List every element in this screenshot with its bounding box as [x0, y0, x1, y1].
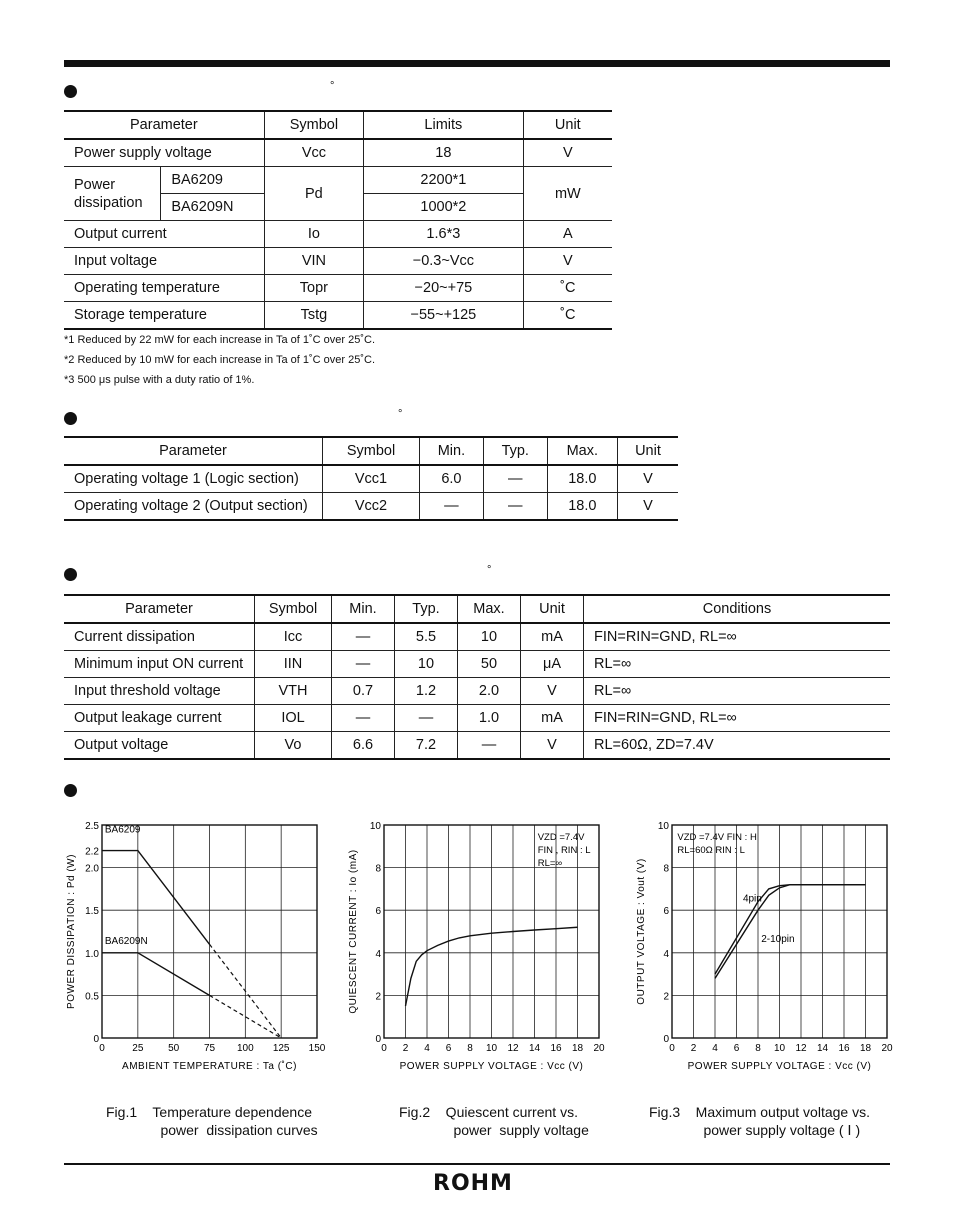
table-row	[64, 167, 612, 194]
header-max: Max.	[458, 595, 521, 623]
unit-cell: V	[617, 465, 678, 493]
limit-cell: 1000*2	[364, 194, 524, 221]
degree-mark: °	[398, 408, 403, 420]
conditions-cell: FIN=RIN=GND, RL=∞	[584, 623, 891, 651]
header-symbol: Symbol	[323, 437, 420, 465]
x-tick-label: 4	[424, 1043, 430, 1054]
y-tick-label: 0	[375, 1034, 381, 1045]
header-limits: Limits	[364, 111, 524, 139]
typ-cell: 7.2	[395, 732, 458, 760]
symbol-cell: IIN	[255, 651, 332, 678]
symbol-cell: Io	[264, 221, 363, 248]
x-tick-label: 75	[203, 1043, 216, 1054]
conditions-cell: RL=60Ω, ZD=7.4V	[584, 732, 891, 760]
param-cell: Operating voltage 2 (Output section)	[64, 493, 323, 521]
typ-cell: 10	[395, 651, 458, 678]
param-cell: Storage temperature	[64, 302, 264, 330]
table-row	[64, 275, 612, 302]
table-row	[64, 465, 678, 493]
chart-annotation: VZD =7.4V FIN : H	[677, 831, 757, 843]
variant-cell: BA6209N	[161, 194, 264, 221]
max-cell: 10	[458, 623, 521, 651]
y-tick-label: 1.5	[85, 906, 99, 918]
x-tick-label: 2	[402, 1043, 409, 1054]
unit-cell: A	[523, 221, 612, 248]
limit-cell: −20~+75	[364, 275, 524, 302]
param-cell: Output leakage current	[64, 705, 255, 732]
x-tick-label: 18	[571, 1043, 584, 1054]
y-tick-label: 1.0	[85, 948, 99, 960]
min-cell: —	[332, 623, 395, 651]
typ-cell: 1.2	[395, 678, 458, 705]
symbol-cell: Pd	[264, 167, 363, 221]
x-tick-label: 6	[445, 1043, 452, 1054]
y-tick-label: 8	[663, 863, 669, 875]
table-row	[64, 139, 612, 167]
table-row	[64, 248, 612, 275]
symbol-cell: Vcc1	[323, 465, 420, 493]
unit-cell: V	[521, 732, 584, 760]
y-tick-label: 0	[663, 1034, 669, 1045]
header-max: Max.	[547, 437, 617, 465]
header-min: Min.	[332, 595, 395, 623]
unit-cell: mA	[521, 623, 584, 651]
chart-fig1	[60, 815, 335, 1075]
x-tick-label: 0	[669, 1043, 675, 1054]
table-row	[64, 302, 612, 330]
max-cell: 18.0	[547, 493, 617, 521]
header-unit: Unit	[523, 111, 612, 139]
x-tick-label: 50	[168, 1043, 180, 1054]
x-tick-label: 10	[773, 1043, 786, 1054]
chart-fig3	[630, 815, 900, 1075]
series-line	[102, 851, 210, 945]
rohm-logo: ROHM	[433, 1171, 513, 1196]
unit-cell: mA	[521, 705, 584, 732]
header-typ: Typ.	[395, 595, 458, 623]
chart-annotation: FIN , RIN : L	[537, 844, 591, 856]
x-tick-label: 16	[550, 1043, 562, 1054]
symbol-cell: Icc	[255, 623, 332, 651]
typ-cell: —	[483, 493, 547, 521]
header-symbol: Symbol	[255, 595, 332, 623]
x-tick-label: 100	[236, 1043, 254, 1054]
top-rule	[64, 60, 890, 67]
param-cell: Minimum input ON current	[64, 651, 255, 678]
chart-annotation: RL=∞	[537, 857, 563, 869]
limit-cell: 1.6*3	[364, 221, 524, 248]
abs-max-table	[64, 110, 612, 330]
header-typ: Typ.	[483, 437, 547, 465]
conditions-cell: FIN=RIN=GND, RL=∞	[584, 705, 891, 732]
param-cell: Current dissipation	[64, 623, 255, 651]
y-tick-label: 2	[663, 991, 669, 1003]
min-cell: —	[332, 705, 395, 732]
x-axis-label: POWER SUPPLY VOLTAGE : Vcc (V)	[687, 1061, 872, 1072]
header-symbol: Symbol	[264, 111, 363, 139]
footnote-3: *3 500 μs pulse with a duty ratio of 1%.	[64, 374, 255, 386]
y-tick-label: 2	[375, 991, 381, 1003]
param-cell: Operating voltage 1 (Logic section)	[64, 465, 323, 493]
param-cell: Operating temperature	[64, 275, 264, 302]
unit-cell: ˚C	[523, 275, 612, 302]
symbol-cell: Vcc2	[323, 493, 420, 521]
table-row	[64, 678, 890, 705]
unit-cell: μA	[521, 651, 584, 678]
table-row	[64, 493, 678, 521]
table-row	[64, 732, 890, 760]
series-label: 4pin	[742, 893, 762, 905]
header-parameter: Parameter	[64, 437, 323, 465]
y-axis-label: OUTPUT VOLTAGE : Vout (V)	[636, 858, 647, 1005]
conditions-cell: RL=∞	[584, 678, 891, 705]
y-tick-label: 2.5	[85, 821, 99, 832]
typ-cell: —	[483, 465, 547, 493]
electrical-table	[64, 594, 890, 760]
unit-cell: V	[523, 139, 612, 167]
y-tick-label: 8	[375, 863, 381, 875]
limit-cell: −0.3~Vcc	[364, 248, 524, 275]
footnote-2: *2 Reduced by 10 mW for each increase in Ta of 1˚C over 25˚C.	[64, 354, 376, 366]
unit-cell: mW	[523, 167, 612, 221]
unit-cell: V	[617, 493, 678, 521]
limit-cell: 2200*1	[364, 167, 524, 194]
unit-cell: ˚C	[523, 302, 612, 330]
chart-annotation: RL=60Ω RIN : L	[677, 844, 745, 856]
header-unit: Unit	[521, 595, 584, 623]
x-tick-label: 150	[308, 1043, 326, 1054]
y-axis-label: POWER DISSIPATION : Pd (W)	[66, 854, 77, 1009]
unit-cell: V	[523, 248, 612, 275]
x-tick-label: 20	[881, 1043, 893, 1054]
series-line	[102, 953, 210, 996]
x-tick-label: 8	[755, 1043, 761, 1054]
figure-caption-1: Fig.1 Temperature dependence power dissipation curves	[106, 1104, 318, 1138]
conditions-cell: RL=∞	[584, 651, 891, 678]
min-cell: 6.0	[419, 465, 483, 493]
min-cell: 0.7	[332, 678, 395, 705]
symbol-cell: IOL	[255, 705, 332, 732]
limit-cell: −55~+125	[364, 302, 524, 330]
param-cell: Output voltage	[64, 732, 255, 760]
max-cell: —	[458, 732, 521, 760]
symbol-cell: Tstg	[264, 302, 363, 330]
min-cell: 6.6	[332, 732, 395, 760]
series-label: 2-10pin	[761, 934, 795, 946]
y-axis-label: QUIESCENT CURRENT : Io (mA)	[348, 849, 359, 1014]
typ-cell: —	[395, 705, 458, 732]
x-tick-label: 20	[593, 1043, 605, 1054]
x-tick-label: 2	[690, 1043, 697, 1054]
table-row	[64, 651, 890, 678]
series-label: BA6209	[104, 824, 141, 836]
y-tick-label: 2.2	[85, 846, 99, 858]
symbol-cell: Topr	[264, 275, 363, 302]
table-row	[64, 623, 890, 651]
param-cell: Power dissipation	[64, 167, 161, 221]
x-tick-label: 16	[838, 1043, 850, 1054]
typ-cell: 5.5	[395, 623, 458, 651]
min-cell: —	[332, 651, 395, 678]
table-row	[64, 705, 890, 732]
x-tick-label: 8	[467, 1043, 473, 1054]
y-tick-label: 6	[375, 906, 381, 918]
operating-table	[64, 436, 678, 521]
x-tick-label: 18	[859, 1043, 872, 1054]
y-tick-label: 0	[93, 1034, 99, 1045]
symbol-cell: Vo	[255, 732, 332, 760]
max-cell: 2.0	[458, 678, 521, 705]
y-tick-label: 10	[369, 821, 381, 832]
x-tick-label: 10	[485, 1043, 498, 1054]
max-cell: 1.0	[458, 705, 521, 732]
param-cell: Input voltage	[64, 248, 264, 275]
figure-caption-3: Fig.3 Maximum output voltage vs. power supply voltage ( Ⅰ )	[649, 1104, 870, 1138]
x-tick-label: 6	[733, 1043, 740, 1054]
x-tick-label: 125	[272, 1043, 290, 1054]
footnote-1: *1 Reduced by 22 mW for each increase in Ta of 1˚C over 25˚C.	[64, 334, 376, 346]
chart-fig2	[342, 815, 622, 1075]
series-label: BA6209N	[104, 935, 148, 947]
section-bullet	[64, 784, 77, 797]
header-min: Min.	[419, 437, 483, 465]
chart-annotation: VZD =7.4V	[537, 831, 585, 843]
bottom-rule	[64, 1163, 890, 1165]
degree-mark: °	[487, 564, 492, 576]
y-tick-label: 10	[657, 821, 669, 832]
param-cell: Output current	[64, 221, 264, 248]
figure-caption-2: Fig.2 Quiescent current vs. power supply voltage	[399, 1104, 589, 1138]
unit-cell: V	[521, 678, 584, 705]
symbol-cell: Vcc	[264, 139, 363, 167]
table-row	[64, 221, 612, 248]
symbol-cell: VIN	[264, 248, 363, 275]
x-tick-label: 14	[528, 1043, 541, 1054]
max-cell: 18.0	[547, 465, 617, 493]
min-cell: —	[419, 493, 483, 521]
max-cell: 50	[458, 651, 521, 678]
series-line	[715, 885, 866, 979]
header-unit: Unit	[617, 437, 678, 465]
x-tick-label: 25	[132, 1043, 144, 1054]
x-axis-label: POWER SUPPLY VOLTAGE : Vcc (V)	[399, 1061, 584, 1072]
variant-cell: BA6209	[161, 167, 264, 194]
x-tick-label: 12	[795, 1043, 807, 1054]
y-tick-label: 0.5	[85, 991, 99, 1003]
x-axis-label: AMBIENT TEMPERATURE : Ta (˚C)	[122, 1061, 297, 1072]
limit-cell: 18	[364, 139, 524, 167]
header-parameter: Parameter	[64, 111, 264, 139]
symbol-cell: VTH	[255, 678, 332, 705]
x-tick-label: 12	[507, 1043, 519, 1054]
x-tick-label: 14	[816, 1043, 829, 1054]
series-line	[715, 885, 866, 974]
x-tick-label: 0	[381, 1043, 387, 1054]
degree-mark: °	[330, 80, 335, 92]
section-bullet	[64, 85, 77, 98]
param-cell: Input threshold voltage	[64, 678, 255, 705]
section-bullet	[64, 412, 77, 425]
x-tick-label: 0	[99, 1043, 105, 1054]
x-tick-label: 4	[712, 1043, 718, 1054]
section-bullet	[64, 568, 77, 581]
param-cell: Power supply voltage	[64, 139, 264, 167]
y-tick-label: 4	[663, 948, 669, 960]
header-conditions: Conditions	[584, 595, 891, 623]
header-parameter: Parameter	[64, 595, 255, 623]
y-tick-label: 2.0	[85, 863, 99, 875]
y-tick-label: 4	[375, 948, 381, 960]
y-tick-label: 6	[663, 906, 669, 918]
